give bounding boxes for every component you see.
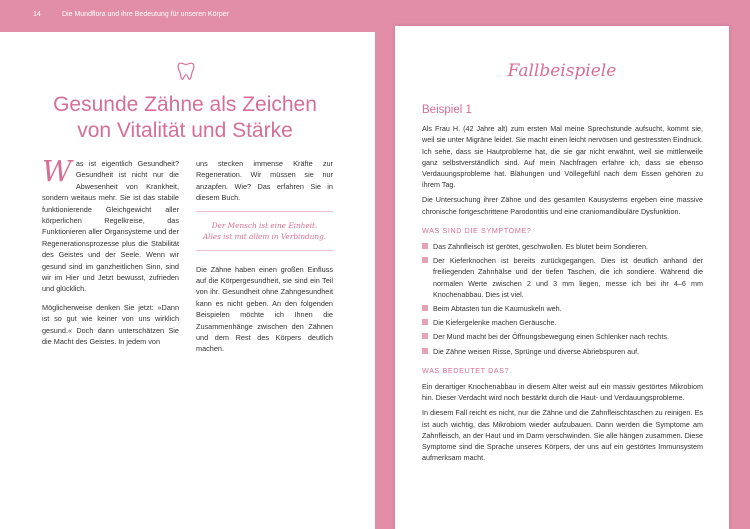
drop-cap: W	[42, 154, 72, 188]
text-column-left	[42, 154, 179, 355]
paragraph: Ein derartiger Knochenabbau in diesem Alter weist auf ein massiv gestörtes Mikrobiom hin. Dieser Verdacht wird noch bestärkt durch die Haut- und Verdauungsprobleme.	[422, 382, 703, 403]
list-item: Die Zähne weisen Risse, Sprünge und diverse Abriebspuren auf.	[422, 346, 703, 357]
list-item: Das Zahnfleisch ist gerötet, geschwollen. Es blutet beim Sondieren.	[422, 241, 703, 252]
symptom-list	[422, 241, 703, 357]
page-header-band	[0, 0, 375, 32]
page-number: 14	[33, 11, 41, 18]
square-bullet-icon	[422, 305, 428, 311]
paragraph	[42, 154, 179, 295]
list-item: Der Mund macht bei der Öffnungsbewegung einen Schlenker nach rechts.	[422, 331, 703, 342]
square-bullet-icon	[422, 243, 428, 249]
pull-quote	[196, 211, 333, 251]
tooth-icon	[175, 60, 197, 82]
card-body	[422, 105, 703, 467]
quote-line: Alles ist mit allem in Verbindung.	[202, 231, 327, 241]
paragraph: Die Zähne haben einen großen Einfluss auf die Körpergesundheit, sie sind ein Teil von ihr. Gesundheit ohne Zahngesundheit kann es nicht geben. An den folgenden Beispielen möchte ich Ihnen die Zusammenhänge zwischen den Zähnen und dem Rest des Körpers deutlich machen.	[196, 264, 333, 354]
square-bullet-icon	[422, 348, 428, 354]
paragraph: Die Untersuchung ihrer Zähne und des gesamten Kausystems ergeben eine massive chronische fortgeschrittene Parodontitis und eine craniomandibuläre Dysfunktion.	[422, 195, 703, 216]
paragraph: In diesem Fall reicht es nicht, nur die Zähne und die Zahnfleischtaschen zu reinigen. Es ist auch wichtig, das Mikrobiom wieder aufzubauen. Dann werden die Symptome am Zahnfleisch, an der Haut und im Darm verschwinden. Sie alle hängen zusammen. Diese Symptome sind die Sprache unseres Körpers, der uns auf ein gestörtes Immunsystem aufmerksam macht.	[422, 408, 703, 463]
case-study-card	[395, 26, 729, 529]
square-bullet-icon	[422, 257, 428, 263]
page-title	[30, 92, 340, 144]
quote-line: Der Mensch ist eine Einheit.	[211, 220, 318, 230]
card-title: Fallbeispiele	[507, 61, 617, 81]
title-line-2: von Vitalität und Stärke	[77, 119, 293, 142]
square-bullet-icon	[422, 333, 428, 339]
symptoms-heading: WAS SIND DIE SYMPTOME?	[422, 225, 532, 235]
list-item: Der Kieferknochen ist bereits zurückgegangen. Dies ist deutlich anhand der freiliegenden Zahnhälse und der tiefen Taschen, die ich sondiere. Während die normalen Werte zwischen 2 und 3 mm liegen, messe ich bei ihr 4–6 mm Knochenabbau. Dies ist viel.	[422, 255, 703, 300]
paragraph: Möglicherweise denken Sie jetzt: »Dann ist so gut wie keiner von uns wirklich gesund.« Doch dann unterschätzen Sie die Macht des Geistes. In jedem von	[42, 302, 179, 347]
list-item: Beim Abtasten tun die Kaumuskeln weh.	[422, 303, 703, 314]
meaning-heading: WAS BEDEUTET DAS?	[422, 365, 510, 375]
paragraph-text: as ist eigentlich Gesundheit? Gesundheit ist nicht nur die Abwesenheit von Krankheit, sondern weitaus mehr. Sie ist das stabile funktionierende Gleichgewicht aller körperlichen Regelkreise, das Funktionieren aller Organsysteme und der Regenerationsprozesse plus die Stabilität des Geistes und der Seele. Wenn wir gesund sind im ganzheitlichen Sinn, sind wir im Hier und Jetzt bewusst, zufrieden und glücklich.	[42, 159, 179, 294]
paragraph: uns stecken immense Kräfte zur Regeneration. Wir müssen sie nur anzapfen. Wie? Das erfahren Sie in diesem Buch.	[196, 159, 333, 203]
paragraph: Als Frau H. (42 Jahre alt) zum ersten Mal meine Sprechstunde aufsucht, kommt sie, weil sie unter Migräne leidet. Sie macht einen leicht nervösen und gestressten Eindruck. Ich sehe, dass sie Hautprobleme hat, die sie gar nicht erwähnt, weil sie mittlerweile ganz selbstverständlich sind. Auf mein Nachfragen erfahre ich, dass sie ebenso Verdauungsprobleme hat. Blähungen und Völlegefühl nach dem Essen gehören zu ihrem Tag.	[422, 124, 703, 190]
square-bullet-icon	[422, 319, 428, 325]
text-column-right	[196, 158, 333, 362]
list-item: Die Kiefergelenke machen Geräusche.	[422, 317, 703, 328]
running-head: Die Mundflora und ihre Bedeutung für unseren Körper	[62, 11, 229, 18]
example-heading: Beispiel 1	[422, 104, 472, 116]
title-line-1: Gesunde Zähne als Zeichen	[53, 93, 317, 116]
right-page	[375, 0, 750, 529]
